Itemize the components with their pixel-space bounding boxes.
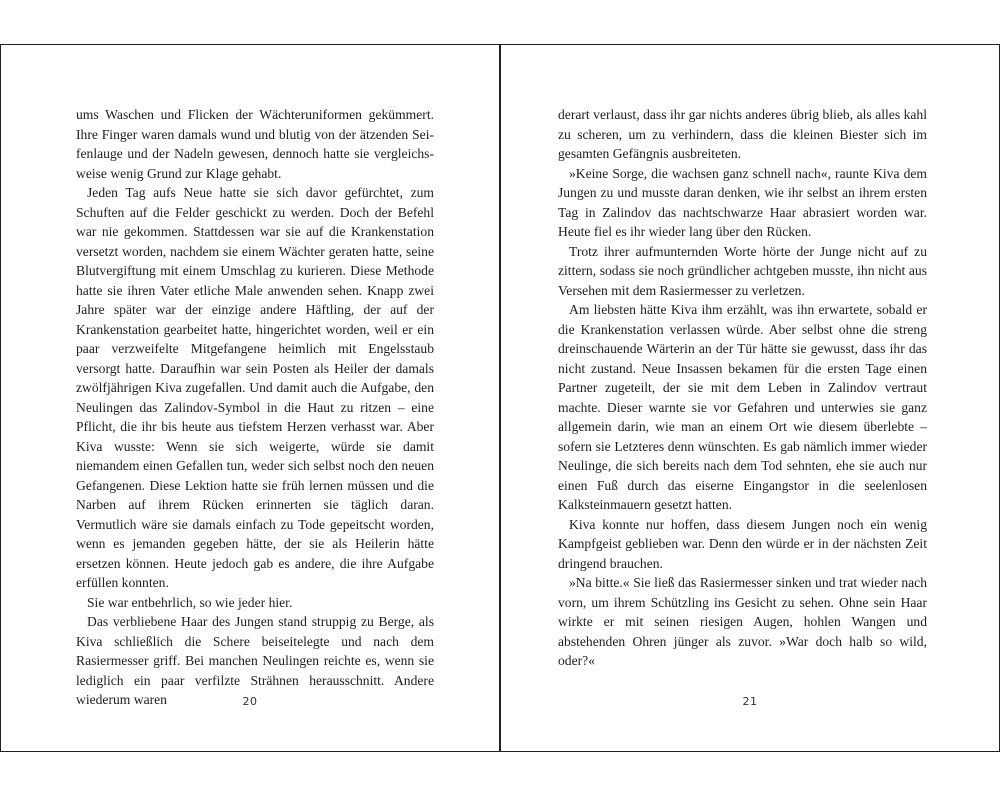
paragraph: Sie war entbehrlich, so wie jeder hier. bbox=[87, 594, 293, 610]
paragraph: Am liebsten hätte Kiva ihm erzählt, was ihn erwartete, sobald er die Krankenstation verlassen würde. Aber selbst ohne die streng dreinschauende Wärterin an der Tür hätte sie gewusst, dass ihr das nicht zustand. Neue Insassen bekamen für die ersten Tage einen Partner zugeteilt, der sie mit dem Leben in Zalindov vertraut machte. Dieser warnte sie vor Gefahren und unterwies sie ganz allgemein darin, wie man an einem Ort wie diesem überlebte – sofern sie Letzteres denn wünschten. Es gab nämlich immer wieder Neulinge, die sich bereits nach dem Tod sehnten, ehe sie auch nur einen Fuß durch das eiserne Eingangstor in die seelenlosen Kalksteinmauern gesetzt hatten. bbox=[558, 302, 927, 512]
paragraph: Jeden Tag aufs Neue hatte sie sich davor gefürchtet, zum Schuften auf die Felder geschickt zu werden. Doch der Befehl war nie gekommen. Stattdessen war sie auf die Krankenstation versetzt worden, nachdem sie einem Wächter geraten hatte, seine Blutvergiftung mit einem Umschlag zu kurieren. Diese Methode hatte sie ihren Vater etliche Male anwenden sehen. Knapp zwei Jahre später war der einzige andere Häftling, der auf der Krankenstation gearbeitet hatte, hingerichtet worden, weil er ein paar verzweifelte Mitgefangene heimlich mit Engelsstaub versorgt hatte. Daraufhin war sein Posten als Heiler der damals zwölfjährigen Kiva zugefallen. Und damit auch die Aufgabe, den Neulingen das Zalindov-Symbol in die Haut zu ritzen – eine Pflicht, die ihr bis heute aus tiefstem Herzen verhasst war. Aber Kiva wusste: Wenn sie sich weigerte, würde sie damit niemandem einen Gefallen tun, weder sich selbst noch den neuen Gefangenen. Diese Lektion hatte sie früh lernen müssen und die Narben auf ihrem Rücken erinnerten sie täglich daran. Vermutlich wäre sie damals einfach zu Tode gepeitscht worden, wenn es jemanden gegeben hätte, der sie als Heilerin hätte ersetzen können. Heute jedoch gab es andere, die ihre Aufgabe erfüllen konnten. bbox=[76, 185, 434, 590]
paragraph: ums Waschen und Flicken der Wächteruniformen gekümmert. Ihre Finger waren damals wund und blutig von der ätzenden Seifenlauge und der Nadeln gewesen, dennoch hatte sie vergleichsweise wenig Grund zur Klage gehabt. bbox=[76, 107, 434, 181]
paragraph: »Keine Sorge, die wachsen ganz schnell nach«, raunte Kiva dem Jungen zu und musste daran denken, wie ihr selbst an ihrem ersten Tag in Zalindov das nachtschwarze Haar abrasiert worden war. Heute fiel es ihr wieder lang über den Rücken. bbox=[558, 165, 927, 239]
left-page-text bbox=[76, 105, 434, 710]
paragraph: Das verbliebene Haar des Jungen stand struppig zu Berge, als Kiva schließlich die Schere beiseitelegte und nach dem Rasiermesser griff. Bei manchen Neulingen reichte es, wenn sie lediglich ein paar verfilzte Strähnen herausschnitt. Andere wiederum waren bbox=[76, 614, 434, 707]
page-number: 20 bbox=[242, 695, 258, 708]
right-page bbox=[500, 44, 1000, 752]
paragraph: Kiva konnte nur hoffen, dass diesem Jungen noch ein wenig Kampfgeist geblieben war. Denn den würde er in der nächsten Zeit dringend brauchen. bbox=[558, 516, 927, 571]
right-page-text bbox=[558, 105, 927, 671]
page-number: 21 bbox=[742, 695, 758, 708]
paragraph: »Na bitte.« Sie ließ das Rasiermesser sinken und trat wieder nach vorn, um ihrem Schützling ins Gesicht zu sehen. Ohne sein Haar wirkte er mit seinen riesigen Augen, hohlen Wangen und abstehenden Ohren jünger als zuvor. »War doch halb so wild, oder?« bbox=[558, 575, 927, 668]
paragraph: Trotz ihrer aufmunternden Worte hörte der Junge nicht auf zu zittern, sodass sie noch gründlicher achtgeben musste, ihn nicht aus Versehen mit dem Rasiermesser zu verletzen. bbox=[558, 243, 927, 298]
left-page bbox=[0, 44, 500, 752]
paragraph: derart verlaust, dass ihr gar nichts anderes übrig blieb, als alles kahl zu scheren, um zu verhindern, dass die kleinen Biester sich im gesamten Gefängnis ausbreiteten. bbox=[558, 107, 927, 161]
book-spread bbox=[0, 44, 1000, 752]
